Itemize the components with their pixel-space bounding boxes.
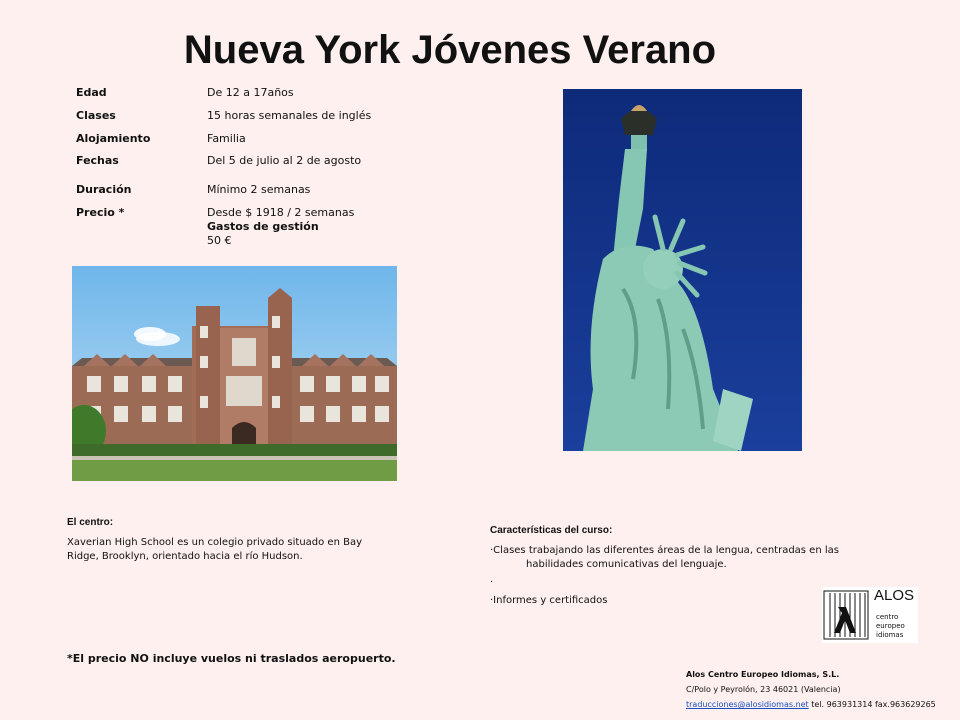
info-value-block xyxy=(207,206,354,248)
info-label: Alojamiento xyxy=(76,132,151,145)
statue-of-liberty-photo xyxy=(563,89,802,451)
caracteristicas-heading: Características del curso: xyxy=(490,525,613,536)
company-name: Alos Centro Europeo Idiomas, S.L. xyxy=(686,670,840,679)
caracteristicas-item: ·Clases trabajando las diferentes áreas de la lengua, centradas en las habilidades comunicativas del lenguaje. xyxy=(490,545,839,570)
contact-line xyxy=(686,697,956,712)
caracteristicas-section xyxy=(490,524,850,612)
info-value: 15 horas semanales de inglés xyxy=(207,109,372,122)
caracteristicas-item: ·Informes y certificados xyxy=(490,595,608,606)
footer-contact xyxy=(686,667,956,712)
caracteristicas-item: · xyxy=(490,577,494,588)
price-value: Desde $ 1918 / 2 semanas xyxy=(207,206,355,219)
company-address: C/Polo y Peyrolón, 23 46021 (Valencia) xyxy=(686,685,841,694)
info-label: Edad xyxy=(76,86,107,99)
info-value: Mínimo 2 semanas xyxy=(207,183,311,196)
info-label: Fechas xyxy=(76,154,119,167)
logo-tagline: centro europeo idiomas xyxy=(876,613,905,639)
info-value: De 12 a 17años xyxy=(207,86,294,99)
phone-fax: tel. 963931314 fax.963629265 xyxy=(808,700,936,709)
fee-value: 50 € xyxy=(207,234,232,247)
school-building-photo xyxy=(72,266,397,481)
info-value: Familia xyxy=(207,132,246,145)
logo-name: ALOS xyxy=(874,587,915,604)
info-label: Clases xyxy=(76,109,116,122)
info-label: Precio * xyxy=(76,206,125,219)
email-link[interactable]: traducciones@alosidiomas.net xyxy=(686,700,809,709)
centro-section xyxy=(67,516,367,564)
info-label: Duración xyxy=(76,183,132,196)
centro-heading: El centro: xyxy=(67,517,114,528)
info-value: Del 5 de julio al 2 de agosto xyxy=(207,154,362,167)
price-note: *El precio NO incluye vuelos ni traslados aeropuerto. xyxy=(67,652,396,665)
centro-text: Xaverian High School es un colegio privado situado en Bay Ridge, Brooklyn, orientado hacia el río Hudson. xyxy=(67,537,363,562)
alos-logo xyxy=(822,587,918,643)
page-title: Nueva York Jóvenes Verano xyxy=(183,28,717,72)
fee-label: Gastos de gestión xyxy=(207,220,319,233)
